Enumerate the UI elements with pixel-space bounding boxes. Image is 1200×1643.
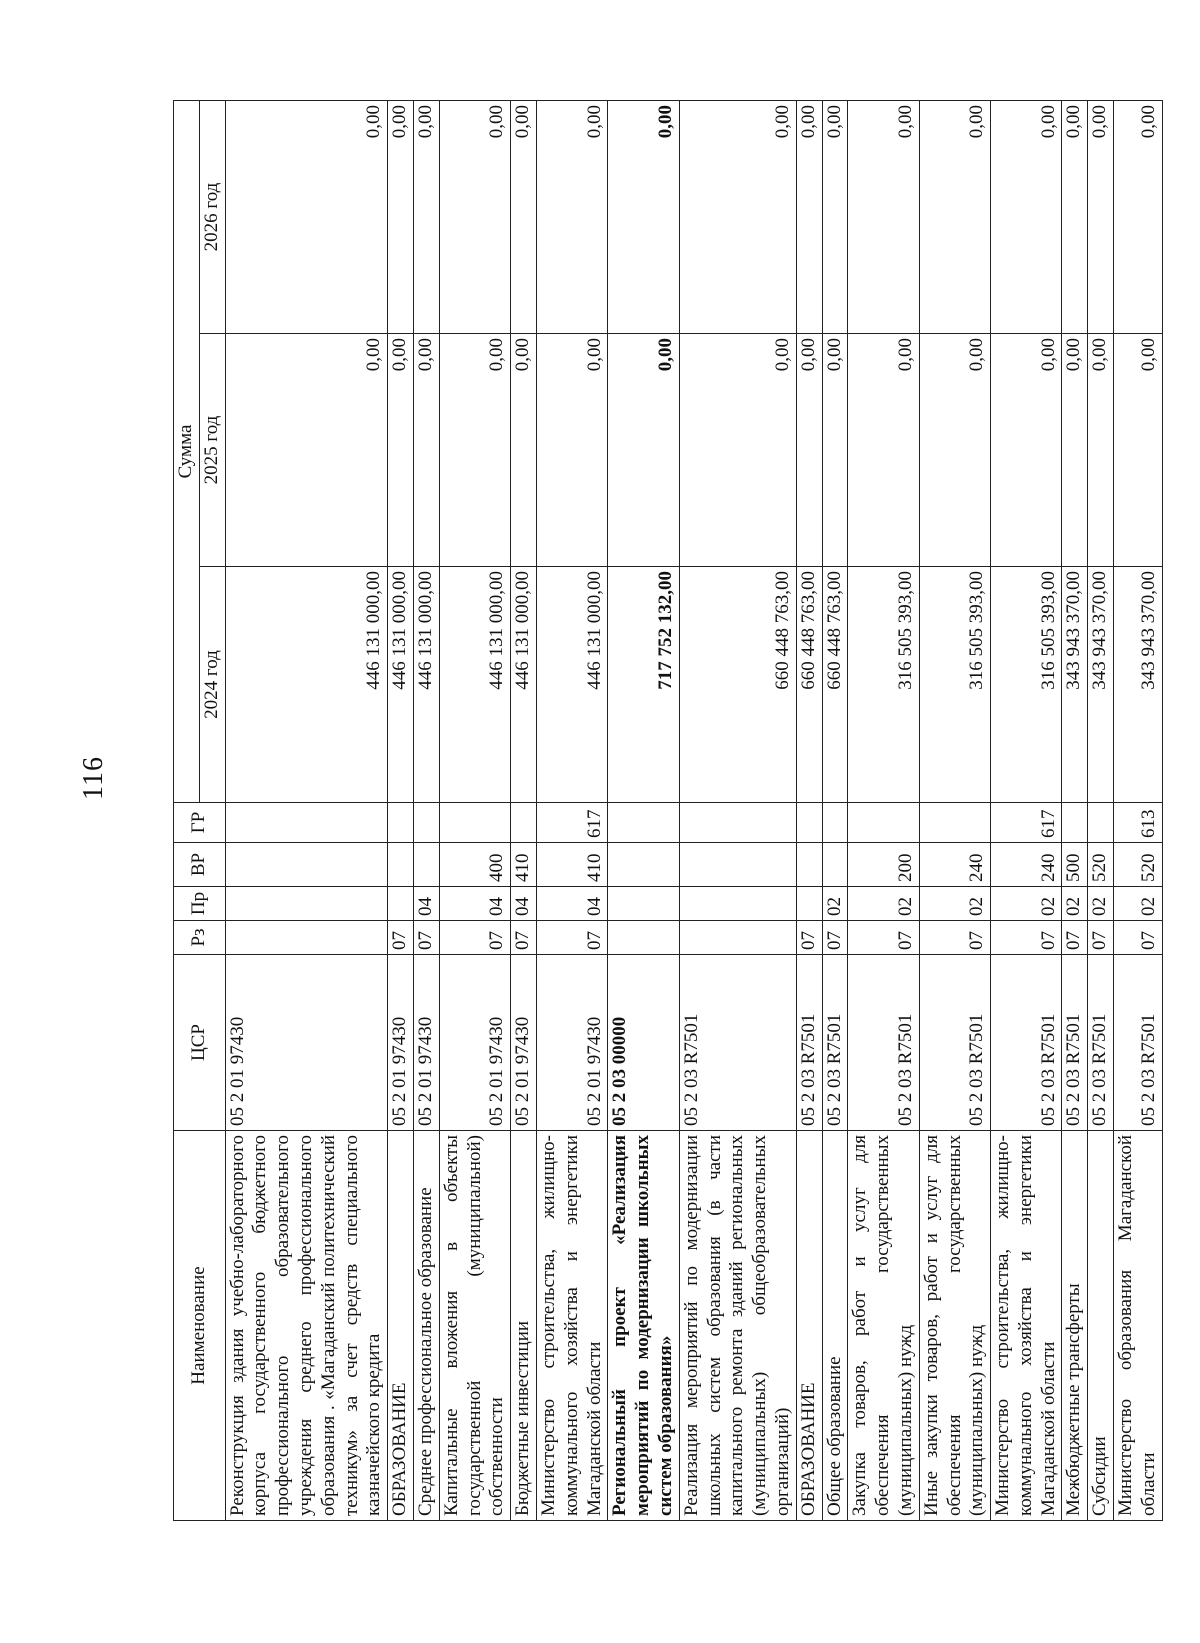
header-sum: Сумма [174,101,200,803]
cell-2025: 0,00 [1114,334,1163,567]
cell-2024: 660 448 763,00 [679,567,796,803]
cell-2024: 446 131 000,00 [439,567,510,803]
cell-pr: 02 [991,887,1062,921]
table-row [388,101,414,1521]
cell-gr [608,803,679,843]
cell-2025: 0,00 [536,334,607,567]
cell-pr [796,887,822,921]
table-row [439,101,510,1521]
cell-2026: 0,00 [388,101,414,334]
cell-gr [1088,803,1114,843]
table-row [413,101,439,1521]
rotated-table-container [173,101,1159,1521]
table-row [991,101,1062,1521]
cell-2024: 343 943 370,00 [1114,567,1163,803]
cell-2026: 0,00 [511,101,537,334]
cell-vr [413,843,439,887]
cell-2025: 0,00 [1062,334,1088,567]
cell-vr: 240 [919,843,990,887]
header-vr: ВР [174,843,226,887]
cell-csr: 05 2 01 97430 [413,955,439,1131]
cell-gr [919,803,990,843]
cell-2026: 0,00 [1062,101,1088,334]
cell-gr: 617 [991,803,1062,843]
cell-2026: 0,00 [991,101,1062,334]
cell-csr: 05 2 03 R7501 [991,955,1062,1131]
cell-pr [679,887,796,921]
cell-2025: 0,00 [225,334,388,567]
cell-rz: 07 [822,921,848,955]
cell-name: Межбюджетные трансферты [1062,1131,1088,1521]
cell-csr: 05 2 03 R7501 [1062,955,1088,1131]
cell-pr [225,887,388,921]
header-2025: 2025 год [199,334,225,567]
table-row [1062,101,1088,1521]
cell-gr [848,803,919,843]
cell-name: Бюджетные инвестиции [511,1131,537,1521]
cell-2024: 446 131 000,00 [511,567,537,803]
cell-rz: 07 [536,921,607,955]
cell-csr: 05 2 01 97430 [388,955,414,1131]
cell-pr: 04 [536,887,607,921]
cell-2024: 446 131 000,00 [225,567,388,803]
table-row [822,101,848,1521]
cell-name: Иные закупки товаров, работ и услуг для обеспечения государственных (муниципальных) нужд [919,1131,990,1521]
cell-csr: 05 2 03 R7501 [796,955,822,1131]
cell-csr: 05 2 03 R7501 [919,955,990,1131]
cell-rz [225,921,388,955]
cell-2025: 0,00 [388,334,414,567]
cell-rz: 07 [1062,921,1088,955]
cell-2024: 660 448 763,00 [822,567,848,803]
cell-2026: 0,00 [608,101,679,334]
budget-table [173,100,1163,1521]
cell-name: ОБРАЗОВАНИЕ [388,1131,414,1521]
cell-gr: 613 [1114,803,1163,843]
cell-vr: 400 [439,843,510,887]
cell-2025: 0,00 [919,334,990,567]
cell-2025: 0,00 [439,334,510,567]
cell-gr [388,803,414,843]
cell-name: Министерство строительства, жилищно-коммунального хозяйства и энергетики Магаданской области [536,1131,607,1521]
cell-2024: 343 943 370,00 [1088,567,1114,803]
cell-rz [679,921,796,955]
cell-rz: 07 [1088,921,1114,955]
cell-2024: 316 505 393,00 [919,567,990,803]
cell-name: Министерство образования Магаданской области [1114,1131,1163,1521]
cell-gr [822,803,848,843]
cell-csr: 05 2 01 97430 [439,955,510,1131]
cell-vr: 520 [1114,843,1163,887]
cell-2025: 0,00 [848,334,919,567]
cell-name: Министерство строительства, жилищно-коммунального хозяйства и энергетики Магаданской области [991,1131,1062,1521]
cell-csr: 05 2 01 97430 [511,955,537,1131]
cell-name: Общее образование [822,1131,848,1521]
cell-pr: 04 [413,887,439,921]
table-row [848,101,919,1521]
cell-gr [796,803,822,843]
table-row [919,101,990,1521]
cell-vr: 240 [991,843,1062,887]
cell-2026: 0,00 [1088,101,1114,334]
cell-vr [608,843,679,887]
cell-2026: 0,00 [439,101,510,334]
cell-2025: 0,00 [413,334,439,567]
cell-2026: 0,00 [796,101,822,334]
cell-name: Реализация мероприятий по модернизации школьных систем образования (в части капитального ремонта зданий региональных (муниципальных) общеобразовательных организаций) [679,1131,796,1521]
cell-2025: 0,00 [991,334,1062,567]
cell-csr: 05 2 03 R7501 [848,955,919,1131]
cell-vr: 520 [1088,843,1114,887]
cell-2025: 0,00 [1088,334,1114,567]
cell-2024: 446 131 000,00 [536,567,607,803]
header-name: Наименование [174,1131,226,1521]
cell-2024: 343 943 370,00 [1062,567,1088,803]
cell-2026: 0,00 [1114,101,1163,334]
cell-csr: 05 2 01 97430 [225,955,388,1131]
table-row [225,101,388,1521]
cell-gr [413,803,439,843]
cell-2025: 0,00 [679,334,796,567]
page-number: 116 [78,756,109,800]
cell-pr: 02 [1062,887,1088,921]
cell-name: Закупка товаров, работ и услуг для обеспечения государственных (муниципальных) нужд [848,1131,919,1521]
header-row-1 [174,101,200,1521]
cell-name: Субсидии [1088,1131,1114,1521]
cell-2024: 660 448 763,00 [796,567,822,803]
cell-rz [608,921,679,955]
cell-pr: 04 [439,887,510,921]
cell-vr [225,843,388,887]
cell-name: Среднее профессиональное образование [413,1131,439,1521]
cell-2026: 0,00 [822,101,848,334]
cell-csr: 05 2 03 R7501 [1114,955,1163,1131]
cell-2025: 0,00 [511,334,537,567]
cell-gr [225,803,388,843]
cell-csr: 05 2 01 97430 [536,955,607,1131]
header-rz: Рз [174,921,226,955]
cell-vr: 200 [848,843,919,887]
cell-rz: 07 [796,921,822,955]
cell-pr: 02 [1114,887,1163,921]
header-pr: Пр [174,887,226,921]
cell-pr: 02 [822,887,848,921]
table-row [1114,101,1163,1521]
table-row [1088,101,1114,1521]
header-2026: 2026 год [199,101,225,334]
cell-2024: 316 505 393,00 [848,567,919,803]
cell-rz: 07 [848,921,919,955]
cell-pr: 02 [919,887,990,921]
cell-vr: 410 [511,843,537,887]
cell-gr [1062,803,1088,843]
cell-2024: 446 131 000,00 [388,567,414,803]
cell-rz: 07 [511,921,537,955]
cell-2024: 717 752 132,00 [608,567,679,803]
cell-2026: 0,00 [679,101,796,334]
cell-2026: 0,00 [225,101,388,334]
cell-rz: 07 [439,921,510,955]
cell-vr: 410 [536,843,607,887]
cell-vr: 500 [1062,843,1088,887]
cell-2026: 0,00 [919,101,990,334]
cell-rz: 07 [413,921,439,955]
cell-2024: 316 505 393,00 [991,567,1062,803]
cell-vr [796,843,822,887]
cell-pr: 02 [1088,887,1114,921]
cell-name: Региональный проект «Реализация мероприятий по модернизации школьных систем образования» [608,1131,679,1521]
table-row [536,101,607,1521]
cell-csr: 05 2 03 R7501 [822,955,848,1131]
cell-name: ОБРАЗОВАНИЕ [796,1131,822,1521]
cell-vr [822,843,848,887]
cell-2025: 0,00 [822,334,848,567]
cell-name: Капитальные вложения в объекты государственной (муниципальной) собственности [439,1131,510,1521]
cell-rz: 07 [991,921,1062,955]
cell-pr [608,887,679,921]
cell-name: Реконструкция здания учебно-лабораторного корпуса государственного бюджетного профессионального образовательного учреждения среднего профессионального образования . «Магаданский политехнический техникум» за счет средств специального казначейского кредита [225,1131,388,1521]
cell-rz: 07 [388,921,414,955]
table-row [796,101,822,1521]
cell-vr [388,843,414,887]
cell-gr [679,803,796,843]
cell-gr: 617 [536,803,607,843]
cell-pr: 04 [511,887,537,921]
cell-vr [679,843,796,887]
cell-csr: 05 2 03 R7501 [679,955,796,1131]
cell-2026: 0,00 [848,101,919,334]
cell-pr [388,887,414,921]
cell-rz: 07 [1114,921,1163,955]
cell-gr [511,803,537,843]
header-gr: ГР [174,803,226,843]
table-row [511,101,537,1521]
table-row [679,101,796,1521]
table-row [608,101,679,1521]
cell-csr: 05 2 03 R7501 [1088,955,1114,1131]
cell-rz: 07 [919,921,990,955]
cell-2026: 0,00 [536,101,607,334]
cell-gr [439,803,510,843]
cell-csr: 05 2 03 00000 [608,955,679,1131]
cell-2024: 446 131 000,00 [413,567,439,803]
header-2024: 2024 год [199,567,225,803]
header-csr: ЦСР [174,955,226,1131]
cell-pr: 02 [848,887,919,921]
cell-2025: 0,00 [796,334,822,567]
cell-2025: 0,00 [608,334,679,567]
cell-2026: 0,00 [413,101,439,334]
